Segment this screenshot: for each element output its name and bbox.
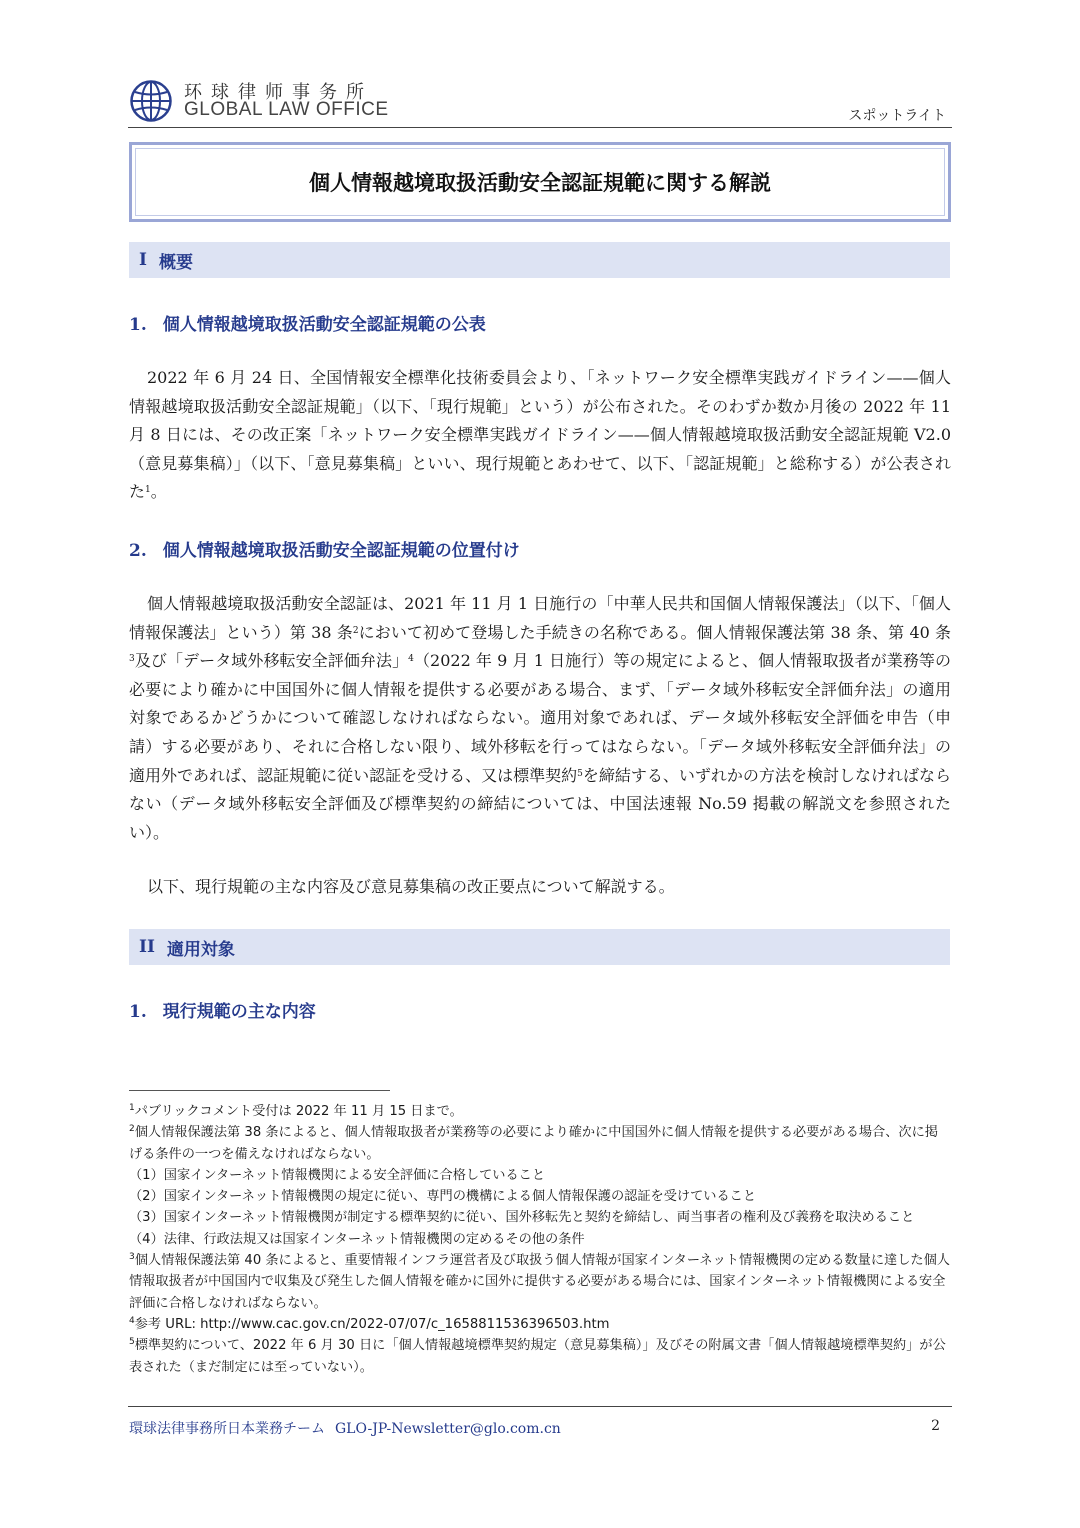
footnote-text: （4）法律、行政法規又は国家インターネット情報機関の定めるその他の条件 (129, 1231, 585, 1247)
footnote-number: 5 (129, 1337, 135, 1348)
title-box (129, 142, 951, 222)
footnote-text: パブリックコメント受付は 2022 年 11 月 15 日まで。 (134, 1104, 463, 1119)
footnote-ref[interactable]: 5 (577, 768, 583, 779)
footnote-item (129, 1229, 951, 1250)
subsection-label: 個人情報越境取扱活動安全認証規範の位置付け (162, 541, 520, 561)
footnote-number: 3 (129, 1252, 135, 1263)
footnote-text: 個人情報保護法第 40 条によると、重要情報インフラ運営者及び取扱う個人情報が国家インターネット情報機関の定める数量に達した個人情報取扱者が中国国内で収集及び発生した個人情報を確かに国外に提供する必要がある場合には、国家インターネット情報機関による安全評価に合格しなければならない。 (129, 1253, 950, 1311)
footnote-text: 標準契約について、2022 年 6 月 30 日に「個人情報越境標準契約規定（意見募集稿）」及びその附属文書「個人情報越境標準契約」が公表された（まだ制定には至っていない）。 (129, 1338, 946, 1375)
footer-email-link[interactable]: GLO-JP-Newsletter@glo.com.cn (335, 1421, 561, 1437)
subsection-label: 現行規範の主な内容 (162, 1002, 316, 1022)
section-heading-2 (129, 929, 950, 965)
page-number: 2 (931, 1418, 940, 1434)
footnote-divider (129, 1090, 390, 1091)
subsection-number: 1. (129, 315, 147, 335)
subsection-label: 個人情報越境取扱活動安全認証規範の公表 (162, 315, 486, 335)
section-number: II (139, 937, 155, 957)
footnote-number: 4 (129, 1315, 135, 1326)
footnote-text: 個人情報保護法第 38 条によると、個人情報取扱者が業務等の必要により確かに中国国外に個人情報を提供する必要がある場合、次に掲げる条件の一つを備えなければならない。 (129, 1125, 938, 1162)
subsection-heading-2-1 (129, 997, 316, 1022)
section-tag: スポットライト (848, 108, 946, 124)
paragraph-intro (129, 873, 951, 902)
footnote-text: 参考 URL: http://www.cac.gov.cn/2022-07/07/c_1658811536396503.htm (134, 1316, 610, 1332)
paragraph-text: において初めて登場した手続きの名称である。個人情報保護法第 38 条、第 40 条 (358, 622, 951, 642)
footnote-item (129, 1314, 951, 1335)
footnote-ref[interactable]: 2 (352, 625, 359, 636)
section-label: 概要 (158, 252, 193, 273)
globe-logo-icon (130, 80, 172, 122)
footnote-ref[interactable]: 1 (145, 485, 151, 496)
paragraph-text: 以下、現行規範の主な内容及び意見募集稿の改正要点について解説する。 (147, 877, 675, 896)
footnote-text: （1）国家インターネット情報機関による安全評価に合格していること (129, 1167, 546, 1183)
footnote-ref[interactable]: 4 (408, 654, 414, 665)
paragraph-positioning (129, 590, 951, 847)
section-number: I (139, 250, 147, 270)
page-title: 個人情報越境取扱活動安全認証規範に関する解説 (309, 171, 771, 195)
subsection-number: 2. (129, 541, 147, 561)
footnote-number: 1 (129, 1103, 135, 1113)
subsection-heading-1-2 (129, 536, 520, 561)
logo-chinese-name: 环球律师事务所 (184, 82, 373, 103)
paragraph-publication (129, 364, 951, 507)
subsection-number: 1. (129, 1002, 147, 1022)
footnote-item (129, 1207, 951, 1228)
paragraph-text: 2022 年 6 月 24 日、全国情報安全標準化技術委員会より、「ネットワーク安全標準実践ガイドライン——個人情報越境取扱活動安全認証規範」（以下、「現行規範」という）が公布された。そのわずか数か月後の 2022 年 11 月 8 日には、その改正案「ネットワーク安全標準実践ガイドライン——個人情報越境取扱活動安全認証規範 V2.0（意見募集稿）」（以下、「意見募集稿」といい、現行規範とあわせて、以下、「認証規範」と総称する）が公表された (129, 368, 951, 502)
footnote-item (129, 1186, 951, 1207)
paragraph-text: 個人情報越境取扱活動安全認証は、2021 年 11 月 1 日施行の「中華人民共和国個人情報保護法」（以下、「個人情報保護法」という）第 38 条 (129, 594, 951, 642)
paragraph-text: を締結する、いずれかの方法を検討しなければならない（データ域外移転安全評価及び標準契約の締結については、中国法速報 No.59 掲載の解説文を参照されたい）。 (129, 765, 951, 842)
footer-divider (128, 1406, 952, 1407)
header-divider (128, 127, 952, 128)
footnote-text: （2）国家インターネット情報機関の規定に従い、専門の機構による個人情報保護の認証を受けていること (129, 1189, 757, 1205)
footnotes (129, 1101, 951, 1378)
footer-org-name: 環球法律事務所日本業務チーム (129, 1421, 325, 1437)
footnote-number: 2 (129, 1124, 135, 1135)
footnote-item (129, 1335, 951, 1378)
subsection-heading-1-1 (129, 310, 486, 335)
section-heading-1 (129, 242, 950, 278)
paragraph-text: 及び「データ域外移転安全評価弁法」 (134, 651, 409, 671)
section-label: 適用対象 (166, 939, 235, 960)
paragraph-tail: 。 (150, 482, 167, 502)
footnote-item (129, 1101, 951, 1122)
paragraph-text: （2022 年 9 月 1 日施行）等の規定によると、個人情報取扱者が業務等の必要により確かに中国国外に個人情報を提供する必要がある場合、まず、「データ域外移転安全評価弁法」の適用対象であるかどうかについて確認しなければならない。適用対象であれば、データ域外移転安全評価を申告（申請）する必要があり、それに合格しない限り、域外移転を行ってはならない。「データ域外移転安全評価弁法」の適用外であれば、認証規範に従い認証を受ける、又は標準契約 (129, 651, 951, 785)
footnote-item (129, 1250, 951, 1314)
footer-org (129, 1418, 561, 1438)
footnote-text: （3）国家インターネット情報機関が制定する標準契約に従い、国外移転先と契約を締結し、両当事者の権利及び義務を取決めること (129, 1210, 915, 1226)
footnote-ref[interactable]: 3 (129, 654, 135, 665)
logo-english-name: GLOBAL LAW OFFICE (184, 99, 389, 120)
footnote-item (129, 1165, 951, 1186)
footnote-item (129, 1122, 951, 1165)
